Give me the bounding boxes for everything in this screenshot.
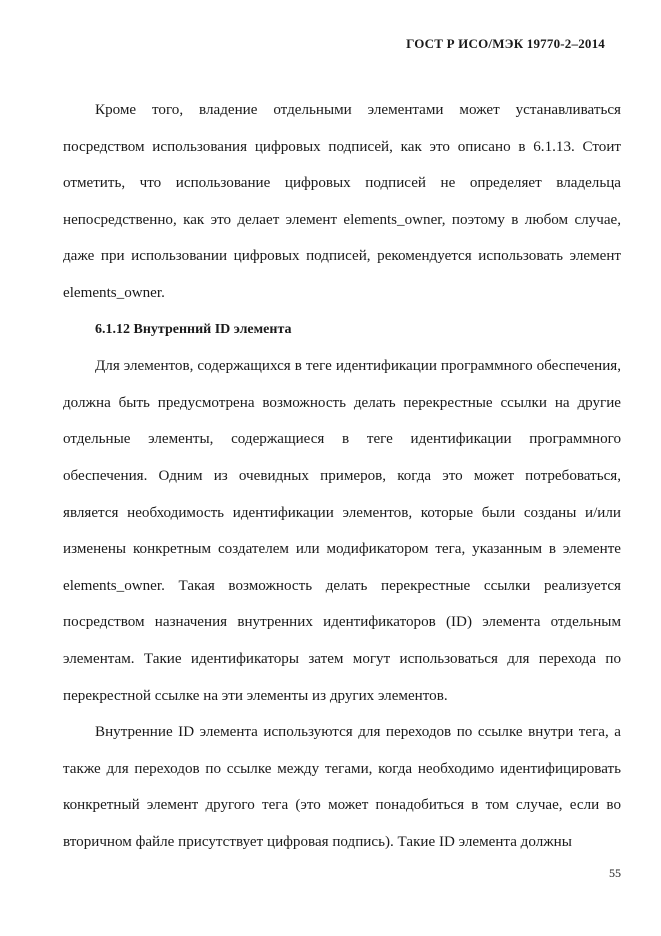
document-header: ГОСТ Р ИСО/МЭК 19770-2–2014: [406, 36, 605, 51]
section-heading: 6.1.12 Внутренний ID элемента: [95, 321, 292, 337]
document-body: [63, 92, 621, 860]
paragraph-digital-signatures: Кроме того, владение отдельными элементами может устанавливаться посредством использования цифровых подписей, как это описано в 6.1.13. Стоит отметить, что использование цифровых подписей не определяет владельца непосредственно, как это делает элемент elements_owner, поэтому в любом случае, даже при использовании цифровых подписей, рекомендуется использовать элемент elements_owner.: [63, 102, 621, 301]
page-number: 55: [609, 866, 621, 880]
paragraph-internal-ids: Внутренние ID элемента используются для переходов по ссылке внутри тега, а также для переходов по ссылке между тегами, когда необходимо идентифицировать конкретный элемент другого тега (это может понадобиться в том случае, если во вторичном файле присутствует цифровая подпись). Такие ID элемента должны: [63, 724, 621, 850]
paragraph-cross-references: Для элементов, содержащихся в теге идентификации программного обеспечения, должна быть предусмотрена возможность делать перекрестные ссылки на другие отдельные элементы, содержащиеся в теге идентификации программного обеспечения. Одним из очевидных примеров, когда это может потребоваться, является необходимость идентификации элементов, которые были созданы и/или изменены конкретным создателем или модификатором тега, указанным в элементе elements_owner. Такая возможность делать перекрестные ссылки реализуется посредством назначения внутренних идентификаторов (ID) элемента отдельным элементам. Такие идентификаторы затем могут использоваться для перехода по перекрестной ссылке на эти элементы из других элементов.: [63, 358, 621, 704]
